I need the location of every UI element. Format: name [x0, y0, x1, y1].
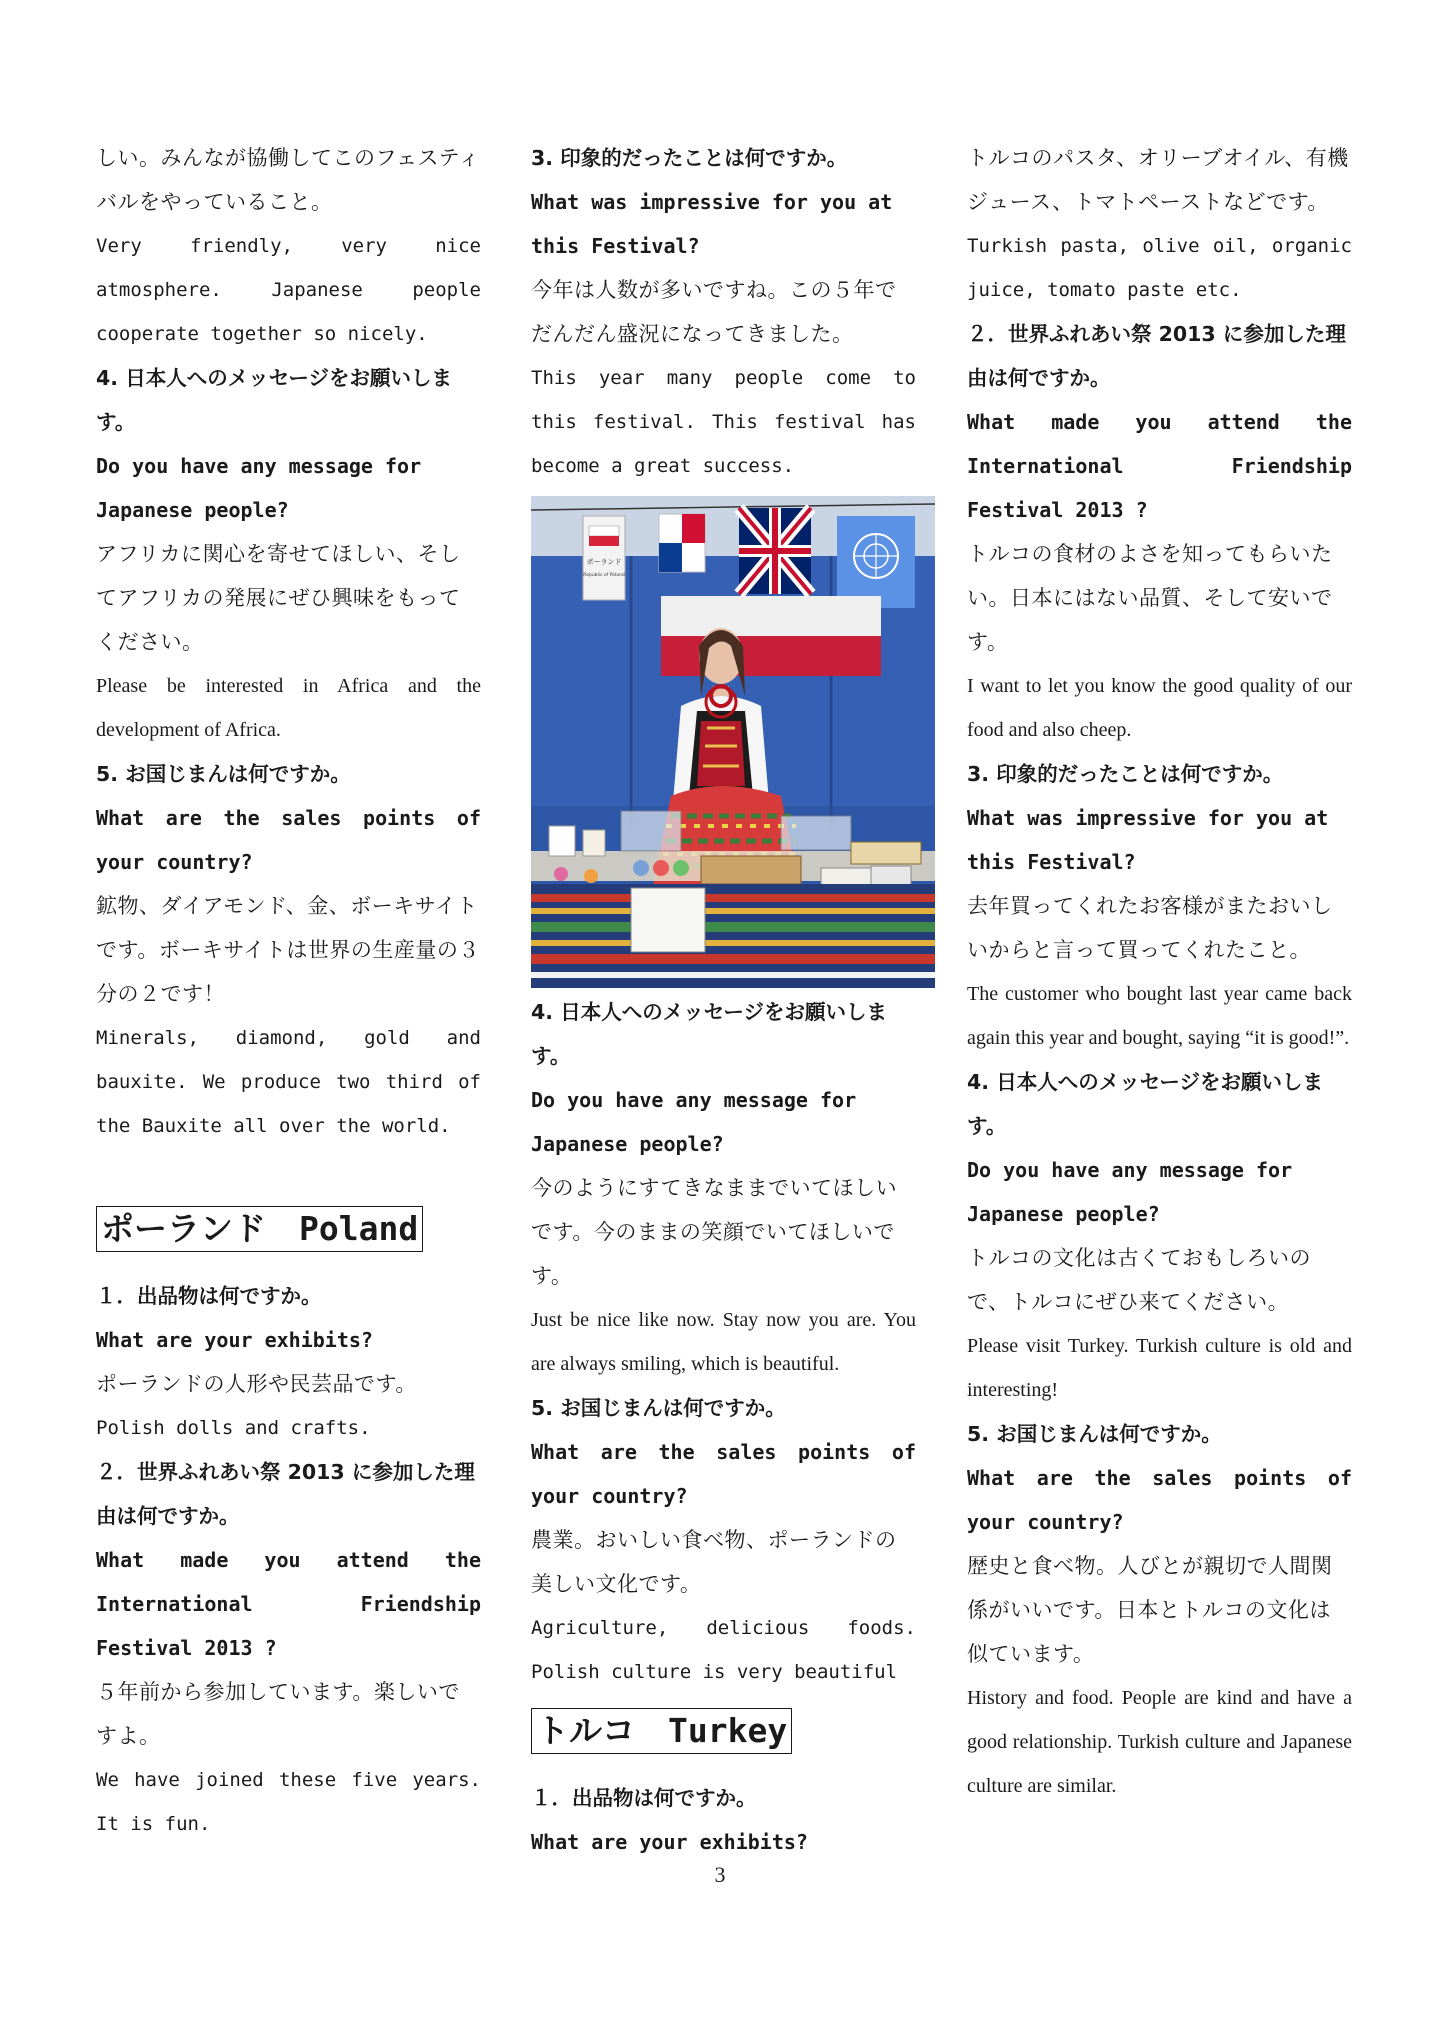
text-block: We have joined these five years. It is fun. — [96, 1769, 481, 1835]
section-heading-turkey: トルコ Turkey — [531, 1708, 792, 1754]
question-heading: Do you have any message for Japanese people? — [96, 454, 422, 522]
question-heading: １．出品物は何ですか。 — [531, 1786, 757, 1810]
text-block: 去年買ってくれたお客様がまたおいしいからと言って買ってくれたこと。 — [967, 894, 1333, 962]
question-heading: 5. お国じまんは何ですか。 — [96, 762, 351, 786]
text-block: 歴史と食べ物。人びとが親切で人間関係がいいです。日本とトルコの文化は似ています。 — [967, 1554, 1333, 1666]
question-heading: 3. 印象的だったことは何ですか。 — [967, 762, 1284, 786]
question-heading: 4. 日本人へのメッセージをお願いします。 — [96, 366, 452, 434]
text-block: Minerals, diamond, gold and bauxite. We produce two third of the Bauxite all over the world. — [96, 1027, 481, 1137]
text-block: ポーランドの人形や民芸品です。 — [96, 1372, 417, 1396]
text-block: トルコの食材のよさを知ってもらいたい。日本にはない品質、そして安いです。 — [967, 542, 1333, 654]
question-heading: Do you have any message for Japanese people? — [531, 1088, 857, 1156]
text-block: Turkish pasta, olive oil, organic juice, tomato paste etc. — [967, 235, 1352, 301]
text-block: This year many people come to this festival. This festival has become a great success. — [531, 367, 916, 477]
text-block: トルコのパスタ、オリーブオイル、有機ジュース、トマトペーストなどです。 — [967, 146, 1349, 214]
text-block: I want to let you know the good quality of our food and also cheep. — [967, 675, 1352, 741]
question-heading: What was impressive for you at this Festival? — [531, 190, 893, 258]
question-heading: What are the sales points of your country? — [96, 806, 481, 874]
question-heading: What are the sales points of your country? — [967, 1466, 1352, 1534]
text-block: 鉱物、ダイアモンド、金、ボーキサイトです。ボーキサイトは世界の生産量の３分の２です！ — [96, 894, 480, 1006]
un-flag-icon — [837, 516, 915, 608]
uk-flag-icon — [739, 508, 811, 594]
question-heading: 5. お国じまんは何ですか。 — [531, 1396, 786, 1420]
column-middle — [531, 136, 916, 1864]
text-block: アフリカに関心を寄せてほしい、そしてアフリカの発展にぜひ興味をもってください。 — [96, 542, 461, 654]
text-block: The customer who bought last year came back again this year and bought, saying “it is good!”. — [967, 983, 1352, 1049]
question-heading: 4. 日本人へのメッセージをお願いします。 — [967, 1070, 1323, 1138]
photo-sign-subtext: Republic of Poland — [583, 573, 625, 578]
question-heading: 4. 日本人へのメッセージをお願いします。 — [531, 1000, 887, 1068]
page-number: 3 — [714, 1862, 726, 1887]
text-block: History and food. People are kind and have a good relationship. Turkish culture and Japanese culture are similar. — [967, 1687, 1352, 1797]
text-block: トルコの文化は古くておもしろいので、トルコにぜひ来てください。 — [967, 1246, 1311, 1314]
question-heading: What made you attend the International Friendship Festival 2013 ? — [96, 1548, 481, 1660]
photo-sign-text: ポーランド — [586, 558, 622, 566]
section-heading-poland: ポーランド Poland — [96, 1206, 423, 1252]
column-left — [96, 136, 481, 1846]
question-heading: ２．世界ふれあい祭 2013 に参加した理由は何ですか。 — [96, 1460, 475, 1528]
question-heading: １．出品物は何ですか。 — [96, 1284, 322, 1308]
column-right — [967, 136, 1352, 1808]
photo-polish-booth — [531, 496, 935, 988]
text-block: 今年は人数が多いですね。この５年でだんだん盛況になってきました。 — [531, 278, 897, 346]
text-block: ５年前から参加しています。楽しいですよ。 — [96, 1680, 460, 1748]
question-heading: ２．世界ふれあい祭 2013 に参加した理由は何ですか。 — [967, 322, 1346, 390]
question-heading: 3. 印象的だったことは何ですか。 — [531, 146, 848, 170]
question-heading: What are the sales points of your country? — [531, 1440, 916, 1508]
text-block: Polish dolls and crafts. — [96, 1417, 371, 1439]
text-block: しい。みんなが協働してこのフェスティバルをやっていること。 — [96, 146, 480, 214]
question-heading: What made you attend the International Friendship Festival 2013 ? — [967, 410, 1352, 522]
question-heading: What are your exhibits? — [531, 1830, 808, 1854]
question-heading: 5. お国じまんは何ですか。 — [967, 1422, 1222, 1446]
text-block: 農業。おいしい食べ物、ポーランドの美しい文化です。 — [531, 1528, 897, 1596]
question-heading: What are your exhibits? — [96, 1328, 373, 1352]
text-block: 今のようにすてきなままでいてほしいです。今のままの笑顔でいてほしいです。 — [531, 1176, 898, 1288]
text-block: Please be interested in Africa and the development of Africa. — [96, 675, 481, 741]
text-block: Please visit Turkey. Turkish culture is old and interesting! — [967, 1335, 1352, 1401]
text-block: Just be nice like now. Stay now you are. You are always smiling, which is beautiful. — [531, 1309, 916, 1375]
question-heading: Do you have any message for Japanese people? — [967, 1158, 1293, 1226]
text-block: Agriculture, delicious foods. Polish culture is very beautiful — [531, 1617, 916, 1683]
text-block: Very friendly, very nice atmosphere. Japanese people cooperate together so nicely. — [96, 235, 481, 345]
question-heading: What was impressive for you at this Festival? — [967, 806, 1329, 874]
